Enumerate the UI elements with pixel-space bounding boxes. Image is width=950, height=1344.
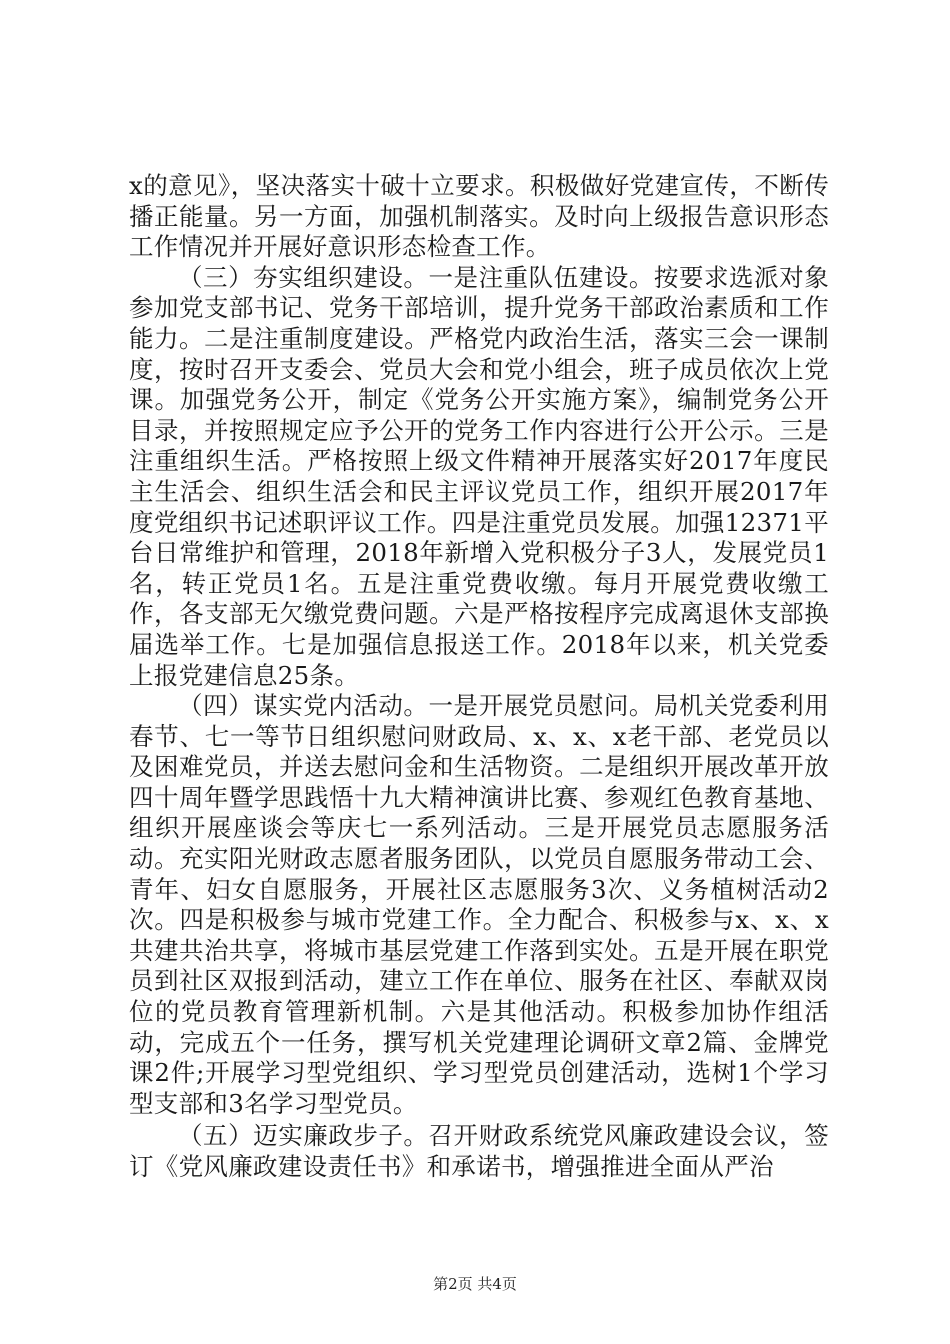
paragraph-party-activities: （四）谋实党内活动。一是开展党员慰问。局机关党委利用春节、七一等节日组织慰问财政局、x、x、x老干部、老党员以及困难党员，并送去慰问金和生活物资。二是组织开展改革开放四十周年暨学思践悟十九大精神演讲比赛、参观红色教育基地、组织开展座谈会等庆七一系列活动。三是开展党员志愿服务活动。充实阳光财政志愿者服务团队，以党员自愿服务带动工会、青年、妇女自愿服务，开展社区志愿服务3次、义务植树活动2次。四是积极参与城市党建工作。全力配合、积极参与x、x、x共建共治共享，将城市基层党建工作落到实处。五是开展在职党员到社区双报到活动，建立工作在单位、服务在社区、奉献双岗位的党员教育管理新机制。六是其他活动。积极参加协作组活动，完成五个一任务，撰写机关党建理论调研文章2篇、金牌党课2件;开展学习型党组织、学习型党员创建活动，选树1个学习型支部和3名学习型党员。 (129, 691, 829, 1118)
page-number-footer: 第2页 共4页 (433, 1275, 517, 1293)
document-body (129, 171, 829, 1183)
paragraph-integrity-building: （五）迈实廉政步子。召开财政系统党风廉政建设会议，签订《党风廉政建设责任书》和承诺书，增强推进全面从严治 (129, 1121, 829, 1181)
paragraph-continuation: x的意见》，坚决落实十破十立要求。积极做好党建宣传，不断传播正能量。另一方面，加强机制落实。及时向上级报告意识形态工作情况并开展好意识形态检查工作。 (129, 171, 829, 262)
paragraph-organization-building: （三）夯实组织建设。一是注重队伍建设。按要求选派对象参加党支部书记、党务干部培训，提升党务干部政治素质和工作能力。二是注重制度建设。严格党内政治生活，落实三会一课制度，按时召开支委会、党员大会和党小组会，班子成员依次上党课。加强党务公开，制定《党务公开实施方案》，编制党务公开目录，并按照规定应予公开的党务工作内容进行公开公示。三是注重组织生活。严格按照上级文件精神开展落实好2017年度民主生活会、组织生活会和民主评议党员工作，组织开展2017年度党组织书记述职评议工作。四是注重党员发展。加强12371平台日常维护和管理，2018年新增入党积极分子3人，发展党员1名，转正党员1名。五是注重党费收缴。每月开展党费收缴工作，各支部无欠缴党费问题。六是严格按程序完成离退休支部换届选举工作。七是加强信息报送工作。2018年以来，机关党委上报党建信息25条。 (129, 262, 829, 690)
